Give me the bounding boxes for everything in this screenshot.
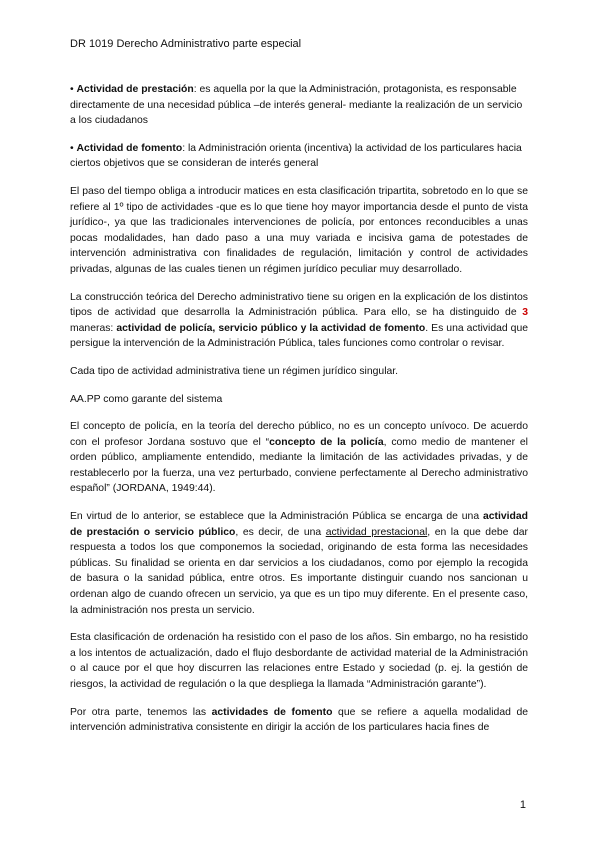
paragraph-servicio-publico: En virtud de lo anterior, se establece que la Administración Pública se encarga de una actividad de prestación o servicio público, es decir, de una actividad prestacional, en la que debe dar respuesta a todos los que componemos la sociedad, originando de esta forma las necesidades públicas. Su finalidad se orienta en dar servicios a los ciudadanos, como por ejemplo la recogida de basura o la sanidad pública, entre otros. Es importante distinguir cuando nos sancionan u ordenan algo de cuando ofrecen un servicio, ya que es un tipo muy diferente. En el presente caso, la administración nos presta un servicio. xyxy=(70,511,528,616)
page-number: 1 xyxy=(519,799,526,811)
paragraph-actividad-fomento xyxy=(70,141,528,172)
page-header: DR 1019 Derecho Administrativo parte especial xyxy=(70,38,302,50)
bold-concepto-policia: concepto de la policía xyxy=(269,436,384,448)
bold-actividades-fomento: actividades de fomento xyxy=(211,706,333,718)
bullet: • xyxy=(70,84,74,95)
paragraph-clasificacion-ordenacion: Esta clasificación de ordenación ha resistido con el paso de los años. Sin embargo, no ha resistido a los intentos de actualización, dado el flujo desbordante de actividad material de la Administración o al cauce por el que hoy discurren las relaciones entre Estado y sociedad (p. ej. la gestión de riesgos, la actividad de regulación o la que despliega la llamada “Administración garante”). xyxy=(70,632,528,690)
section-heading-garante: AA.PP como garante del sistema xyxy=(70,393,223,405)
paragraph-regimen-juridico: Cada tipo de actividad administrativa tiene un régimen jurídico singular. xyxy=(70,365,399,377)
underlined-actividad-prestacional: actividad prestacional xyxy=(325,526,428,538)
definition-text: : la Administración orienta (incentiva) la actividad de los particulares hacia ciertos objetivos que se consideran de interés general xyxy=(70,142,522,170)
paragraph-concepto-policia: El concepto de policía, en la teoría del derecho público, no es un concepto unívoco. De acuerdo con el profesor Jordana sostuvo que el “concepto de la policía, como medio de mantener el orden público, ampliamente entendido, mediante la limitación de las actividades privadas, y de restablecerlo por la fuerza, una vez perturbado, conviene perfectamente al Derecho administrativo español” (JORDANA, 1949:44). xyxy=(70,421,528,495)
paragraph-actividad-prestacion xyxy=(70,82,528,129)
document-body xyxy=(70,82,528,748)
bold-activities: actividad de policía, servicio público y la actividad de fomento xyxy=(116,322,426,334)
highlighted-number: 3 xyxy=(522,307,528,319)
paragraph-construccion-teorica: La construcción teórica del Derecho administrativo tiene su origen en la explicación de los distintos tipos de actividad que desarrolla la Administración pública. Para ello, se ha distinguido de 3 maneras: actividad de policía, servicio público y la actividad de fomento. Es una actividad que persigue la intervención de la Administración Pública, tales funciones como controlar o revisar. xyxy=(70,291,529,350)
term-actividad-fomento: Actividad de fomento xyxy=(76,142,183,154)
term-actividad-prestacion: Actividad de prestación xyxy=(76,84,194,95)
bold-servicio-publico: actividad de prestación o servicio público xyxy=(70,511,528,538)
paragraph-paso-del-tiempo: El paso del tiempo obliga a introducir matices en esta clasificación tripartita, sobretodo en lo que se refiere al 1º tipo de actividades -que es lo que tiene hoy mayor importancia desde el punto de vista jurídico-, ya que las tradicionales intervenciones de policía, por entonces reconducibles a unas pocas modalidades, han dado paso a una muy variada e incisiva gama de potestades de intervención administrativa con finalidades de regulación, limitación y control de actividades privadas, algunas de las cuales tienen un régimen jurídico peculiar muy desarrollado. xyxy=(70,185,528,275)
bullet: • xyxy=(70,142,74,154)
definition-text: : es aquella por la que la Administración, protagonista, es responsable directamente de una necesidad pública –de interés general- mediante la realización de un servicio a los ciudadanos xyxy=(70,84,523,127)
paragraph-actividades-fomento: Por otra parte, tenemos las actividades de fomento que se refiere a aquella modalidad de intervención administrativa consistente en dirigir la acción de los particulares hacia fines de xyxy=(70,706,528,734)
